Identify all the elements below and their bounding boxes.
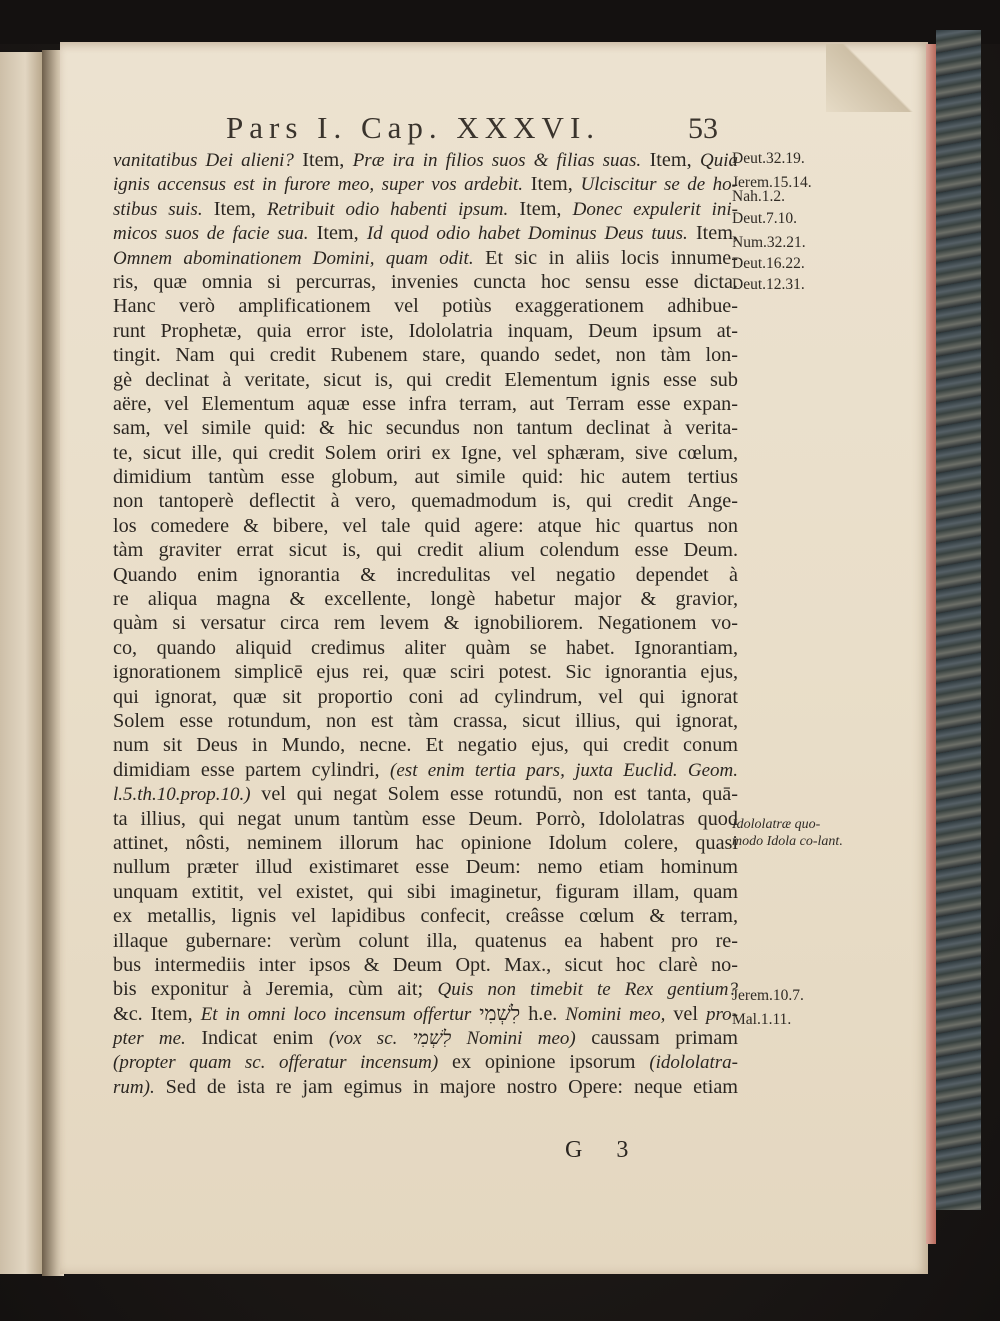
text-line	[113, 660, 738, 684]
roman-text: Solem esse rotundum, non est tàm crassa, sicut illius, qui ignorat,	[113, 709, 738, 732]
roman-text: bis exponitur à Jeremia, cùm ait;	[113, 978, 438, 1001]
text-line	[113, 953, 738, 977]
text-line	[113, 782, 738, 806]
roman-text: Item,	[687, 222, 738, 245]
roman-text: tàm graviter errat sicut is, qui credit alium colendum esse Deum.	[113, 539, 738, 562]
facing-page-edge	[0, 52, 44, 1274]
italic-text: (idololatra-	[649, 1052, 738, 1074]
text-line	[113, 929, 738, 953]
text-line	[113, 1075, 738, 1099]
scan-top-edge	[0, 0, 1000, 44]
roman-text: ris, quæ omnia si percurras, invenies cuncta hoc sensu esse dicta.	[113, 270, 738, 293]
roman-text: vel	[665, 1002, 706, 1025]
text-line	[113, 465, 738, 489]
text-line	[113, 538, 738, 562]
italic-text: Id quod odio habet Dominus Deus tuus.	[366, 223, 688, 245]
roman-text: Item,	[308, 222, 367, 245]
text-line	[113, 904, 738, 928]
italic-text: Omnem abominationem Domini, quam odit.	[113, 247, 474, 269]
italic-text: stibus suis.	[113, 198, 203, 220]
italic-text: Quia	[700, 150, 739, 171]
roman-text: co, quando aliquid credimus aliter quàm se habet. Ignorantiam,	[113, 636, 738, 659]
text-line	[113, 587, 738, 611]
roman-text: לִשְׁמִי h.e.	[471, 1002, 566, 1025]
italic-text: Et in omni loco incensum offertur	[200, 1003, 472, 1025]
roman-text: vel qui negat Solem esse rotundū, non est tanta, quā-	[250, 783, 738, 806]
text-line	[113, 343, 738, 367]
roman-text: ignorationem simplicē ejus rei, quæ sciri potest. Sic ignorantia ejus,	[113, 661, 738, 684]
italic-text: Donec expulerit ini-	[572, 198, 738, 220]
roman-text: tingit. Nam qui credit Rubenem stare, quando sedet, non tàm lon-	[113, 344, 738, 367]
text-line	[113, 319, 738, 343]
roman-text: illaque gubernare: verùm colunt illa, quatenus ea habent pro re-	[113, 929, 738, 952]
text-line	[113, 221, 738, 245]
text-line	[113, 368, 738, 392]
roman-text: Item,	[641, 149, 701, 171]
roman-text: aëre, vel Elementum aquæ esse infra terram, aut Terram esse expan-	[113, 392, 738, 415]
roman-text: caussam primam	[575, 1027, 738, 1050]
roman-text: quàm si versatur circa rem levem & ignobiliorem. Negationem vo-	[113, 612, 738, 635]
margin-note: Mal.1.11.	[732, 1011, 792, 1029]
roman-text: bus intermediis inter ipsos & Deum Opt. Max., sicut hoc clarè no-	[113, 953, 738, 976]
running-title: Pars I. Cap. XXXVI.	[226, 110, 601, 145]
running-header	[226, 110, 746, 150]
italic-text: (vox sc. לִשְׁמִי Nomini meo)	[328, 1028, 576, 1050]
text-line	[113, 1026, 738, 1050]
italic-text: rum).	[113, 1076, 155, 1098]
text-line	[113, 197, 738, 221]
text-line	[113, 294, 738, 318]
body-text	[113, 148, 738, 1099]
roman-text: qui ignorat, quæ sit proportio coni ad cylindrum, vel qui ignorat	[113, 685, 738, 708]
roman-text: Item,	[202, 197, 268, 220]
margin-note: Nah.1.2.	[732, 187, 785, 205]
text-line	[113, 709, 738, 733]
text-line	[113, 246, 738, 270]
text-line	[113, 807, 738, 831]
margin-note: Deut.16.22.	[732, 254, 805, 272]
roman-text: non tantoperè deflectit à vero, quemadmodum is, qui credit Ange-	[113, 490, 738, 513]
roman-text: runt Prophetæ, quia error iste, Idololatria inquam, Deum ipsum at-	[113, 319, 738, 342]
margin-note: Deut.32.19.	[732, 150, 805, 167]
roman-text: ta illius, qui negat unum tantùm esse Deum. Porrò, Idololatras quod	[113, 807, 738, 830]
italic-text: (propter quam sc. offeratur incensum)	[113, 1052, 439, 1074]
red-page-edge	[926, 44, 936, 1244]
roman-text: gè declinat à veritate, sicut is, qui credit Elementum ignis esse sub	[113, 368, 738, 391]
text-line	[113, 441, 738, 465]
roman-text: Hanc verò amplificationem vel potiùs exaggerationem adhibue-	[113, 295, 738, 318]
roman-text: unquam extitit, vel existet, qui sibi imaginetur, figuram illam, quam	[113, 880, 738, 903]
italic-text: Præ ira in filios suos & filias suas.	[352, 150, 642, 171]
text-line	[113, 636, 738, 660]
roman-text: ex opinione ipsorum	[438, 1051, 650, 1074]
italic-text: ignis accensus est in furore meo, super vos ardebit.	[113, 174, 524, 196]
page-corner-fold	[826, 44, 926, 112]
italic-text: Ulciscitur se de ho-	[580, 174, 738, 196]
italic-text: pro-	[705, 1003, 738, 1025]
roman-text: &c. Item,	[113, 1002, 201, 1025]
text-line	[113, 880, 738, 904]
text-line	[113, 611, 738, 635]
roman-text: attinet, nôsti, neminem illorum hac opinione Idolum colere, quasi	[113, 831, 738, 854]
text-line	[113, 514, 738, 538]
roman-text: los comedere & bibere, vel tale quid agere: atque hic quartus non	[113, 514, 738, 537]
margin-note: Idololatræ quo-modo Idola co-lant.	[732, 817, 843, 850]
margin-note: Num.32.21.	[732, 234, 806, 252]
roman-text: te, sicut ille, qui credit Solem oriri ex Igne, vel sphæram, sive cœlum,	[113, 441, 738, 464]
roman-text: Quando enim ignorantia & incredulitas vel negatio dependet à	[113, 563, 738, 586]
margin-note: Deut.12.31.	[732, 275, 805, 293]
italic-text: Nomini meo,	[565, 1003, 666, 1025]
roman-text: Sed de ista re jam egimus in majore nostro Opere: neque etiam	[154, 1075, 738, 1098]
margin-note: Jerem.15.14.	[732, 174, 812, 192]
roman-text: dimidiam esse partem cylindri,	[113, 758, 391, 781]
text-line	[113, 1050, 738, 1074]
roman-text: nullum præter illud existimaret esse Deum: nemo etiam hominum	[113, 856, 738, 879]
italic-text: (est enim tertia pars, juxta Euclid. Geom.	[390, 759, 739, 781]
text-line	[113, 685, 738, 709]
italic-text: l.5.th.10.prop.10.)	[113, 784, 251, 806]
text-line	[113, 148, 738, 172]
page-number: 53	[688, 112, 718, 145]
text-line	[113, 855, 738, 879]
italic-text: Retribuit odio habenti ipsum.	[267, 198, 509, 220]
roman-text: sam, vel simile quid: & hic secundus non tantum declinat à verita-	[113, 417, 738, 440]
roman-text: dimidium tantùm esse globum, aut simile quid: hic autem tertius	[113, 466, 738, 489]
text-line	[113, 172, 738, 196]
roman-text: Et sic in aliis locis innume-	[473, 246, 738, 269]
text-line	[113, 831, 738, 855]
text-line	[113, 977, 738, 1001]
roman-text: num sit Deus in Mundo, necne. Et negatio ejus, qui credit conum	[113, 734, 738, 757]
text-line	[113, 563, 738, 587]
roman-text: Item,	[293, 149, 353, 171]
roman-text: ex metallis, lignis vel lapidibus confecit, creâsse cœlum & terram,	[113, 905, 738, 928]
text-line	[113, 1002, 738, 1026]
marbled-cover	[936, 30, 981, 1210]
text-line	[113, 733, 738, 757]
italic-text: pter me.	[113, 1028, 186, 1050]
signature-mark: G 3	[565, 1137, 643, 1163]
italic-text: Quis non timebit te Rex gentium?	[437, 979, 739, 1001]
margin-note: Deut.7.10.	[732, 209, 798, 227]
roman-text: Item,	[523, 173, 581, 196]
italic-text: vanitatibus Dei alieni?	[113, 150, 294, 171]
text-line	[113, 270, 738, 294]
roman-text: re aliqua magna & excellente, longè habetur major & gravior,	[113, 588, 738, 611]
text-line	[113, 489, 738, 513]
roman-text: Indicat enim	[185, 1027, 329, 1050]
italic-text: micos suos de facie sua.	[113, 223, 309, 245]
margin-note: Jerem.10.7.	[732, 986, 804, 1004]
text-line	[113, 392, 738, 416]
text-line	[113, 416, 738, 440]
roman-text: Item,	[508, 197, 573, 220]
text-line	[113, 758, 738, 782]
